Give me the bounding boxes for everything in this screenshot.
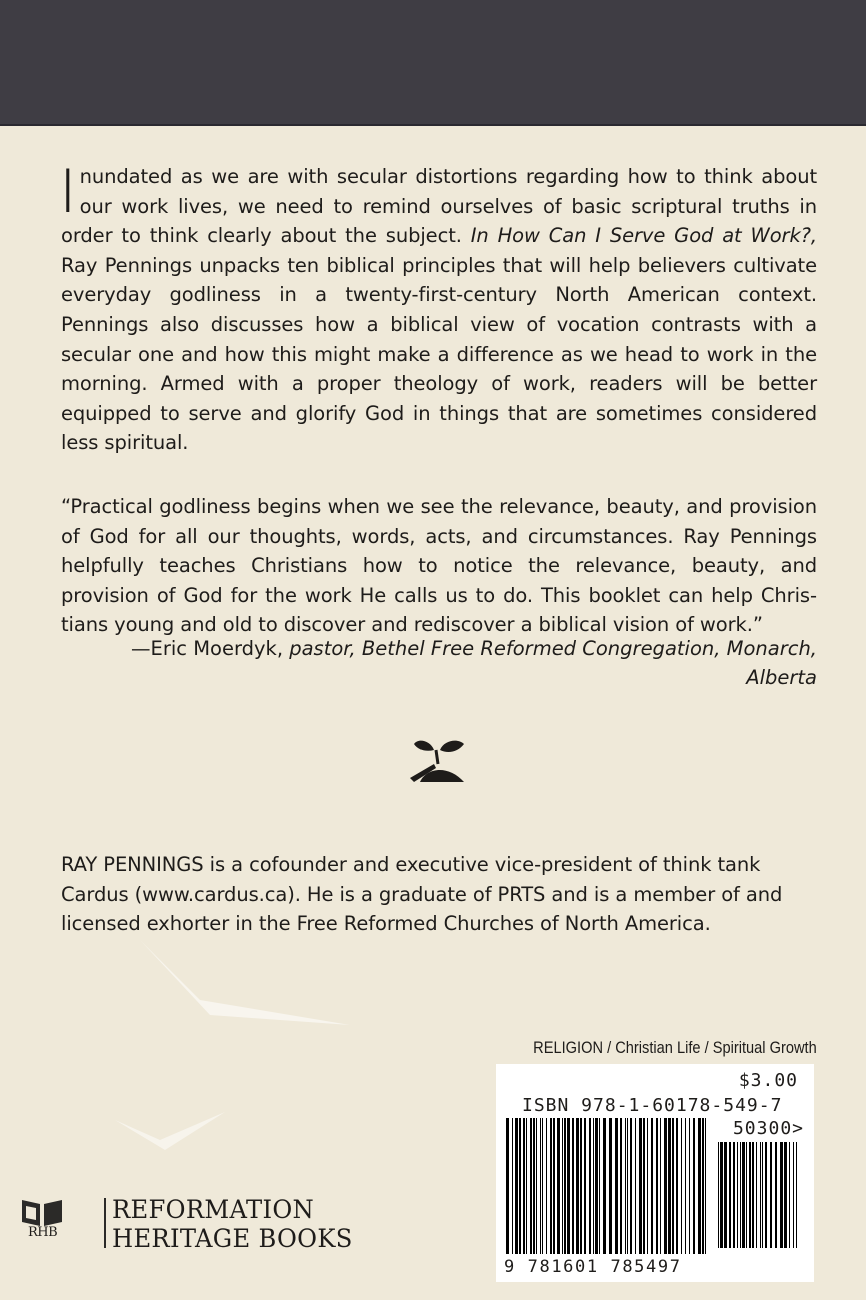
barcode-bar	[639, 1118, 642, 1254]
barcode-bar	[752, 1142, 754, 1248]
barcode-bar	[746, 1142, 747, 1248]
barcode-bar	[693, 1118, 695, 1254]
isbn-barcode	[506, 1118, 706, 1254]
barcode-digits: 9 781601 785497	[504, 1257, 682, 1277]
barcode-bar	[603, 1118, 606, 1254]
barcode-bar	[656, 1118, 658, 1254]
barcode-bar	[740, 1142, 741, 1248]
barcode-bar	[572, 1118, 574, 1254]
barcode-bar	[562, 1118, 563, 1254]
barcode-bar	[593, 1118, 594, 1254]
barcode-bar	[506, 1118, 509, 1254]
barcode-bar	[698, 1118, 701, 1254]
barcode-bar	[542, 1118, 543, 1254]
barcode-bar	[589, 1118, 591, 1254]
barcode-bar	[635, 1118, 636, 1254]
barcode-bar	[681, 1118, 682, 1254]
barcode-bar	[533, 1118, 535, 1254]
publisher-name-line2: HERITAGE BOOKS	[112, 1224, 353, 1253]
barcode-bar	[599, 1118, 600, 1254]
barcode-bar	[550, 1118, 552, 1254]
barcode-bar	[705, 1118, 706, 1254]
barcode-bar	[793, 1142, 794, 1248]
barcode-bar	[762, 1142, 763, 1248]
book-description	[59, 157, 817, 458]
barcode-panel	[496, 1064, 814, 1282]
barcode-bar	[702, 1118, 704, 1254]
endorsement-attribution	[61, 634, 817, 692]
barcode-bar	[540, 1118, 541, 1254]
barcode-bar	[564, 1118, 566, 1254]
author-bio: RAY PENNINGS is a cofounder and executive vice-president of think tank Cardus (www.cardus.ca). He is a graduate of PRTS and is a member of and licensed exhorter in the Free Reformed Churches of North America.	[61, 853, 783, 936]
barcode-bar	[615, 1118, 618, 1254]
barcode-bar	[627, 1118, 628, 1254]
barcode-bar	[742, 1142, 745, 1248]
barcode-bar	[584, 1118, 586, 1254]
price-label: $3.00	[738, 1070, 798, 1091]
barcode-bar	[749, 1142, 751, 1248]
barcode-bar	[580, 1118, 582, 1254]
barcode-bar	[720, 1142, 723, 1248]
barcode-bar	[685, 1118, 686, 1254]
barcode-bar	[536, 1118, 537, 1254]
barcode-bar	[553, 1118, 555, 1254]
barcode-bar	[689, 1118, 690, 1254]
barcode-bar	[526, 1118, 527, 1254]
barcode-bar	[780, 1142, 783, 1248]
barcode-bar	[664, 1118, 667, 1254]
addon-barcode	[718, 1142, 800, 1248]
barcode-bar	[625, 1118, 626, 1254]
barcode-bar	[796, 1142, 797, 1248]
barcode-bar	[567, 1118, 570, 1254]
cover-glare-small	[110, 1110, 240, 1170]
barcode-bar	[729, 1142, 731, 1248]
barcode-bar	[530, 1118, 532, 1254]
barcode-bar	[668, 1118, 671, 1254]
endorser-name: —Eric Moerdyk,	[131, 637, 284, 660]
publisher-divider	[104, 1198, 106, 1248]
barcode-bar	[519, 1118, 521, 1254]
top-dark-band	[0, 0, 866, 126]
barcode-bar	[676, 1118, 678, 1254]
category-label: RELIGION / Christian Life / Spiritual Growth	[533, 1038, 817, 1057]
barcode-bar	[756, 1142, 757, 1248]
barcode-bar	[609, 1118, 612, 1254]
sprouting-seedling-icon	[408, 738, 468, 788]
barcode-bar	[651, 1118, 653, 1254]
barcode-bar	[647, 1118, 648, 1254]
barcode-bar	[630, 1118, 632, 1254]
publisher-logo	[20, 1190, 400, 1260]
publisher-abbreviation: RHB	[28, 1225, 58, 1240]
isbn-label: ISBN 978-1-60178-549-7	[522, 1095, 783, 1116]
barcode-bar	[620, 1118, 622, 1254]
book-title-italic: In How Can I Serve God at Work?,	[470, 224, 817, 248]
open-book-icon	[20, 1196, 64, 1228]
barcode-bar	[789, 1142, 790, 1248]
barcode-bar	[765, 1142, 767, 1248]
barcode-bar	[557, 1118, 560, 1254]
barcode-bar	[523, 1118, 525, 1254]
barcode-bar	[760, 1142, 761, 1248]
publisher-name-line1: REFORMATION	[112, 1195, 315, 1224]
description-text-1: nundated as we are with secular distortions regarding how to think about our work lives, we need to remind ourselves of basic scriptural truths in order to think clearly about the subject.	[61, 165, 817, 248]
addon-code-label: 50300>	[732, 1118, 804, 1139]
barcode-bar	[660, 1118, 661, 1254]
barcode-bar	[718, 1142, 719, 1248]
barcode-bar	[546, 1118, 547, 1254]
barcode-bar	[576, 1118, 579, 1254]
barcode-bar	[595, 1118, 598, 1254]
barcode-bar	[512, 1118, 513, 1254]
barcode-bar	[784, 1142, 787, 1248]
barcode-bar	[515, 1118, 518, 1254]
description-text-2: Ray Pennings unpacks ten biblical principles that will help believers cultivate everyday godliness in a twenty-first-century North American context. Pennings also discusses how a biblical view of vocation contrasts with a secular one and how this might make a difference as we head to work in the morning. Armed with a proper theology of work, readers will be better equipped to serve and glorify God in things that are sometimes considered less spiritual.	[61, 253, 817, 455]
barcode-bar	[737, 1142, 738, 1248]
endorsement-quote: “Practical godliness begins when we see the relevance, beauty, and provision of God for all our thoughts, words, acts, and circumstances. Ray Pennings helpfully teaches Christians how to notice the relevance, beauty, and provision of God for the work He calls us to do. This booklet can help Christians young and old to discover and rediscover a biblical vision of work.”	[61, 495, 817, 637]
barcode-bar	[672, 1118, 674, 1254]
dropcap: I	[59, 157, 77, 227]
barcode-bar	[775, 1142, 777, 1248]
cover-glare	[130, 930, 370, 1090]
barcode-bar	[770, 1142, 772, 1248]
barcode-bar	[643, 1118, 645, 1254]
barcode-bar	[733, 1142, 735, 1248]
endorser-affiliation: pastor, Bethel Free Reformed Congregation, Monarch, Alberta	[283, 637, 817, 689]
barcode-bar	[724, 1142, 727, 1248]
